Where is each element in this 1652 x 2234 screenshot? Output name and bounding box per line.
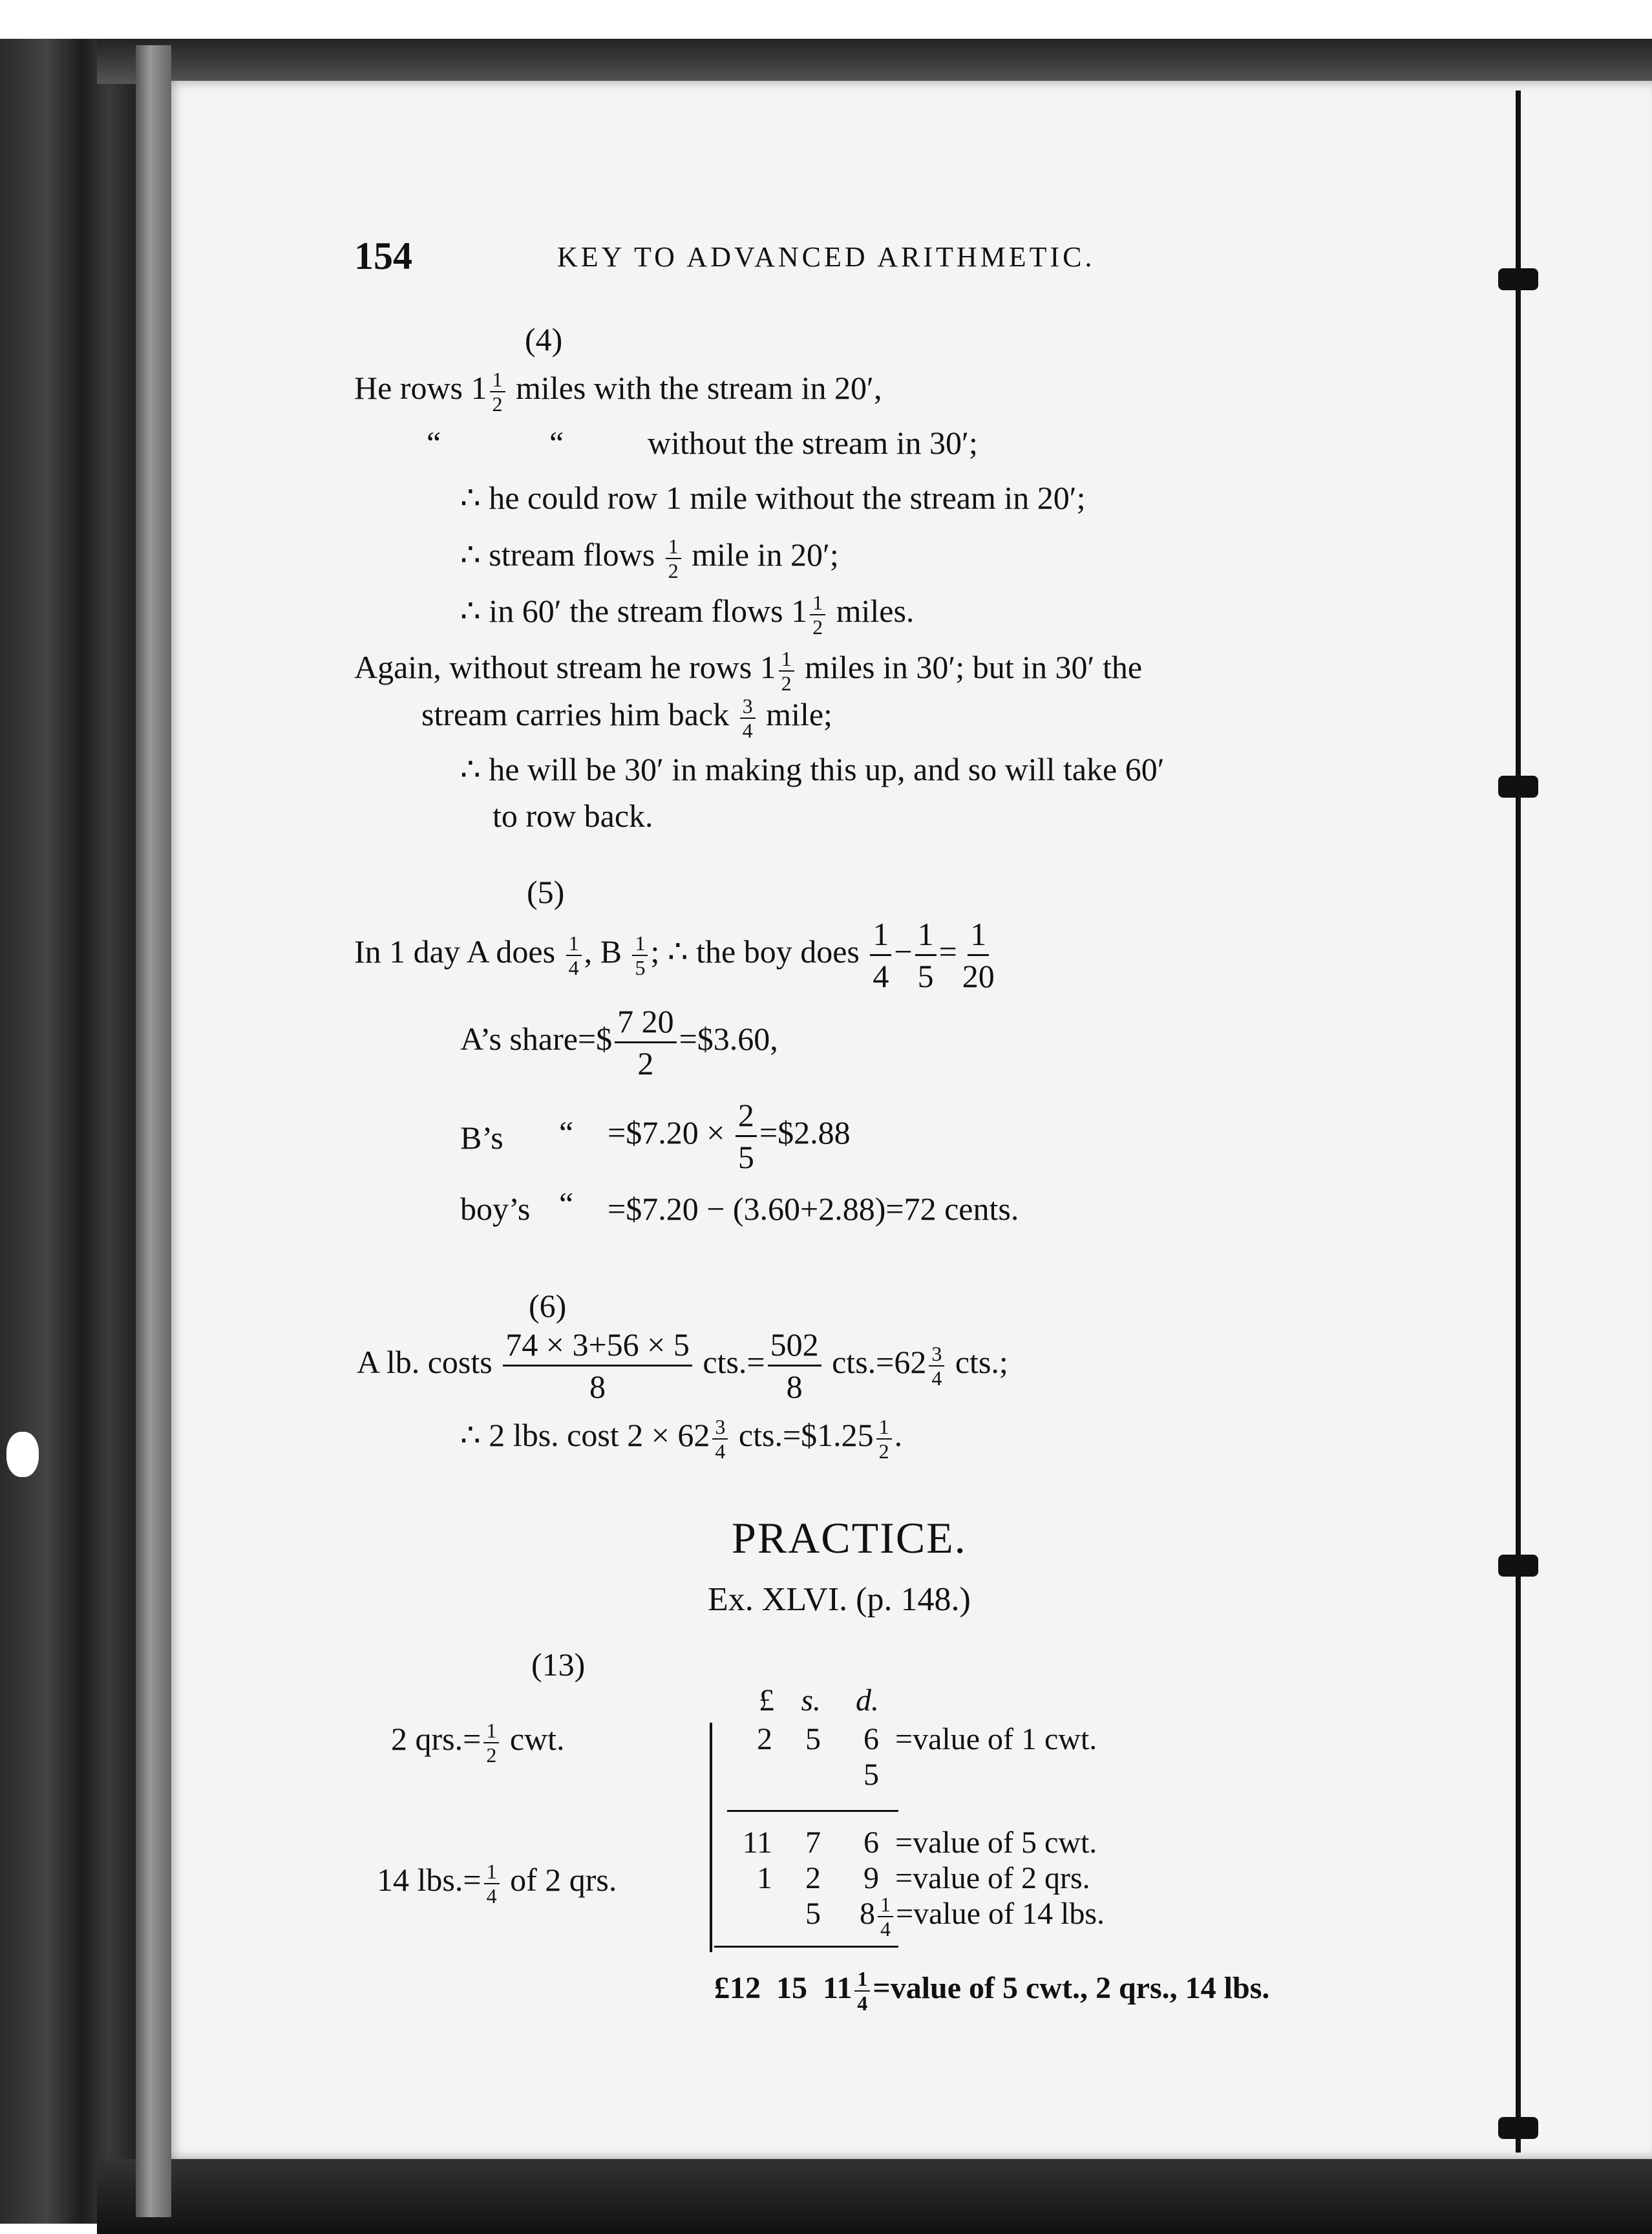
pounds-cell: 2 xyxy=(757,1722,772,1756)
problem-label: (13) xyxy=(531,1646,586,1683)
practice-left-note: 2 qrs.= $\frac{1}{2}$ cwt. xyxy=(391,1718,565,1767)
pence-cell: 8 $\frac{1}{4}$ =value of 14 lbs. xyxy=(860,1893,1105,1941)
problem5-line4-label: boy’s xyxy=(460,1191,531,1227)
scan-dust-spot xyxy=(6,1432,39,1477)
column-head: £ xyxy=(759,1683,774,1718)
problem-label: (5) xyxy=(527,874,565,910)
problem5-line2: A’s share=$ $\frac{7 20}{2}$ =$3.60, xyxy=(460,1003,778,1081)
problem4-line1: He rows 1 $\frac{1}{2}$ miles with the stream in 20′, xyxy=(354,367,882,416)
scan-book-edge xyxy=(0,39,136,2224)
pounds-cell: 11 xyxy=(742,1825,772,1860)
running-title: KEY TO ADVANCED ARITHMETIC. xyxy=(557,241,1096,273)
value-label: =value of 5 cwt. xyxy=(895,1825,1097,1860)
value-label: =value of 1 cwt. xyxy=(895,1722,1097,1756)
problem4-line4: ∴ stream flows $\frac{1}{2}$ mile in 20′; xyxy=(460,534,839,582)
table-rule xyxy=(834,1810,897,1812)
binding-thread xyxy=(1516,90,1521,2153)
binding-knot xyxy=(1498,1555,1538,1577)
binding-knot xyxy=(1498,268,1538,290)
problem6-line2: ∴ 2 lbs. cost 2 × 62 $\frac{3}{4}$ cts.=$1.25 $\frac{1}{2}$ . xyxy=(460,1414,903,1463)
shillings-cell: 5 xyxy=(805,1722,821,1756)
value-label: =value of 2 qrs. xyxy=(895,1861,1090,1895)
problem-label: (4) xyxy=(525,321,563,357)
binding-knot xyxy=(1498,2117,1538,2139)
ditto-mark: “ xyxy=(559,1186,574,1222)
ditto-mark: “ xyxy=(427,425,441,461)
section-heading: PRACTICE. xyxy=(732,1513,967,1562)
pence-cell: 6 xyxy=(863,1722,879,1756)
table-rule xyxy=(710,1723,712,1952)
pence-cell: 9 xyxy=(863,1861,879,1895)
pence-cell: 5 xyxy=(863,1758,879,1792)
column-head: d. xyxy=(856,1683,879,1718)
page-number: 154 xyxy=(354,235,412,277)
problem4-line9: to row back. xyxy=(492,798,653,834)
problem4-line6: Again, without stream he rows 1 $\frac{1}{2}$ miles in 30′; but in 30′ the xyxy=(354,646,1143,695)
shillings-cell: 5 xyxy=(805,1897,821,1931)
problem6-line1: A lb. costs $\frac{74 \times 3+56 \times 5}{8}$ cts.= $\frac{502}{8}$ cts.=62 $\frac{3}{4}$ cts.; xyxy=(357,1326,1008,1405)
pence-cell: 6 xyxy=(863,1825,879,1860)
ditto-mark: “ xyxy=(549,425,564,461)
problem4-line5: ∴ in 60′ the stream flows 1 $\frac{1}{2}$ miles. xyxy=(460,590,915,639)
problem-label: (6) xyxy=(529,1288,567,1324)
column-head: s. xyxy=(801,1683,821,1718)
problem5-line3-label: B’s xyxy=(460,1120,503,1156)
scan-page-stack xyxy=(136,45,171,2217)
shillings-cell: 7 xyxy=(805,1825,821,1860)
shillings-cell: 2 xyxy=(805,1861,821,1895)
problem5-line4: =$7.20 − (3.60+2.88)=72 cents. xyxy=(608,1191,1019,1227)
pounds-cell: 1 xyxy=(757,1861,772,1895)
table-rule xyxy=(714,1946,898,1948)
problem4-line2: without the stream in 30′; xyxy=(648,425,978,461)
problem5-line1: In 1 day A does $\frac{1}{4}$ , B $\frac{1}{5}$ ; ∴ the boy does $\frac{1}{4}$ − $\frac{1}{5}$ = $\frac{1}{20}$ xyxy=(354,916,995,994)
problem4-line3: ∴ he could row 1 mile without the stream in 20′; xyxy=(460,480,1086,516)
practice-left-note: 14 lbs.= $\frac{1}{4}$ of 2 qrs. xyxy=(377,1859,617,1908)
scan-top-edge xyxy=(97,39,1652,84)
problem4-line8: ∴ he will be 30′ in making this up, and so will take 60′ xyxy=(460,751,1165,787)
problem4-line7: stream carries him back $\frac{3}{4}$ mile; xyxy=(421,694,832,742)
scan-bottom-edge xyxy=(97,2159,1652,2234)
total-row: £12 15 11 $\frac{1}{4}$ =value of 5 cwt., 2 qrs., 14 lbs. xyxy=(714,1967,1270,2015)
problem5-line3: =$7.20 × $\frac{2}{5}$ =$2.88 xyxy=(608,1097,851,1175)
exercise-heading: Ex. XLVI. (p. 148.) xyxy=(708,1581,971,1618)
ditto-mark: “ xyxy=(559,1114,574,1151)
binding-knot xyxy=(1498,776,1538,798)
